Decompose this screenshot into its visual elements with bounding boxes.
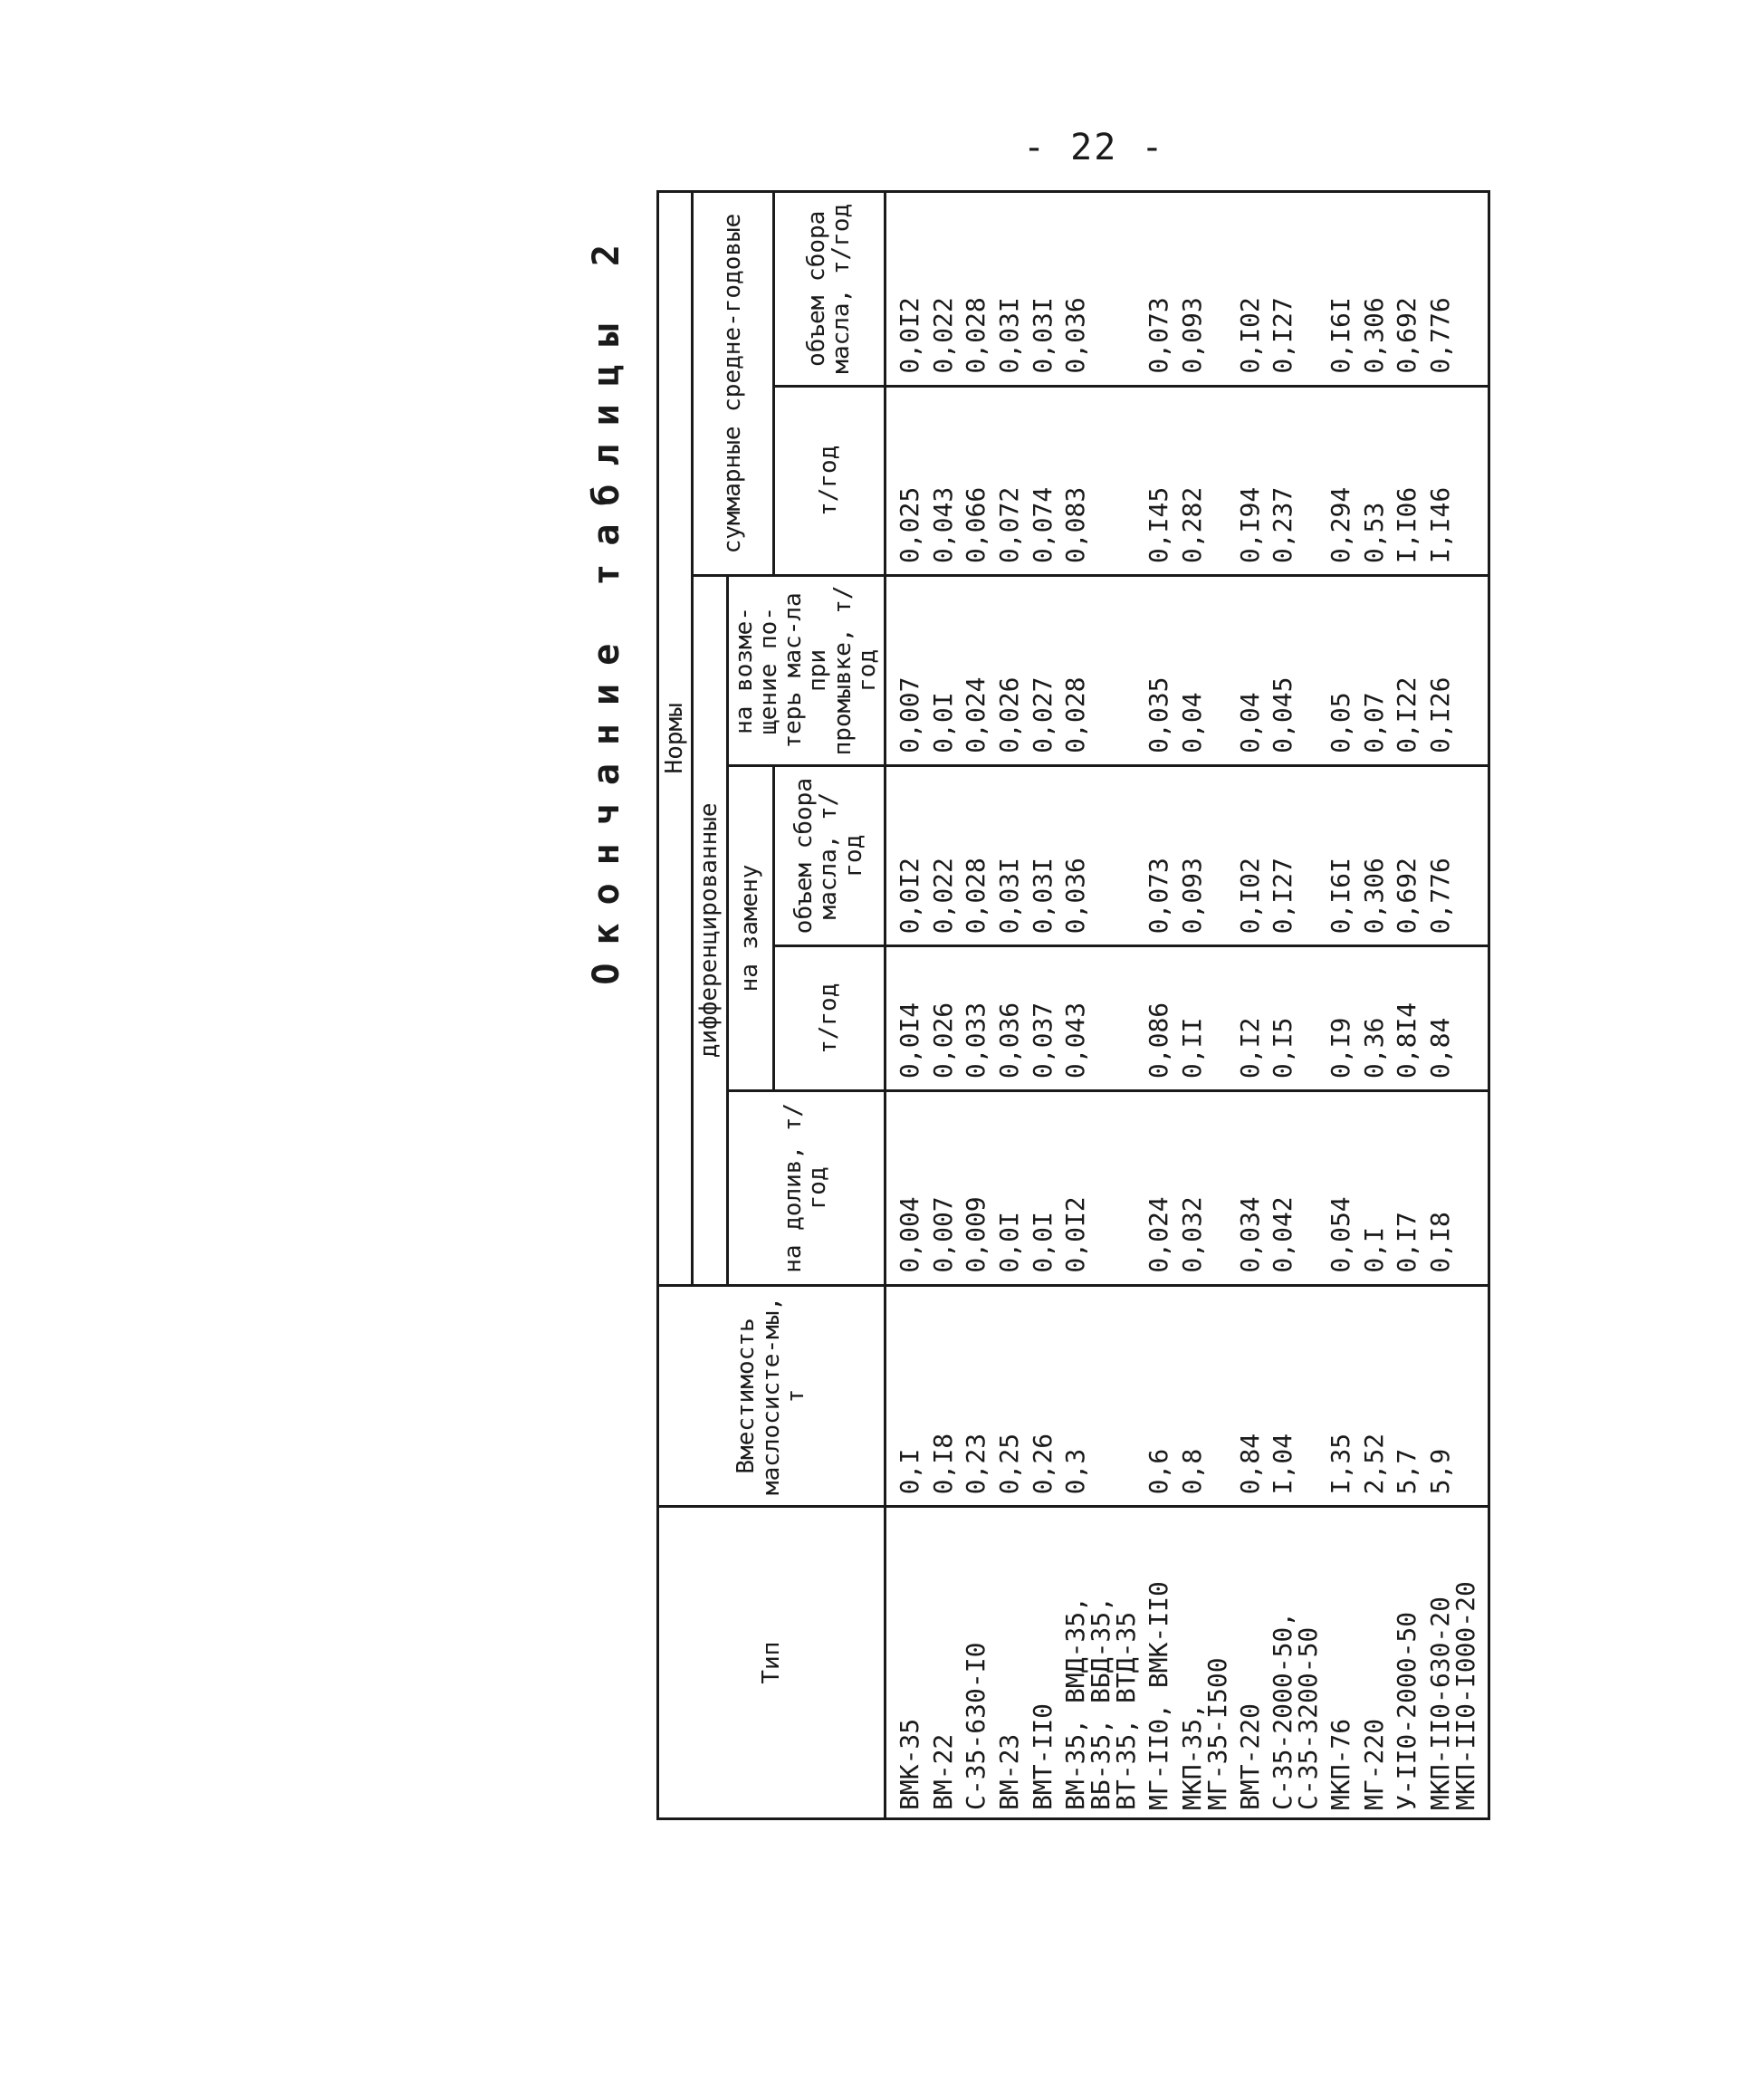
cell-total-collection: 0,036 xyxy=(1059,192,1143,387)
cell-type xyxy=(1325,1507,1358,1819)
cell-topping-up: 0,024 xyxy=(1143,1091,1176,1286)
header-topping-up: на долив, т/год xyxy=(727,1091,886,1286)
cell-total: I,I46 xyxy=(1424,386,1489,576)
cell-flush: 0,07 xyxy=(1358,576,1392,766)
cell-type-line: С-35-3200-50 xyxy=(1293,1626,1324,1810)
table-body xyxy=(886,192,1489,1819)
cell-topping-up: 0,004 xyxy=(886,1091,927,1286)
cell-replacement: 0,I5 xyxy=(1267,946,1325,1091)
cell-total: 0,I94 xyxy=(1234,386,1268,576)
cell-replacement-collection: 0,073 xyxy=(1143,765,1176,946)
cell-topping-up: 0,0I xyxy=(1027,1091,1060,1286)
cell-replacement-collection: 0,036 xyxy=(1059,765,1143,946)
cell-capacity: 0,23 xyxy=(960,1285,993,1507)
cell-total-collection: 0,03I xyxy=(1027,192,1060,387)
cell-flush: 0,I26 xyxy=(1424,576,1489,766)
cell-type xyxy=(993,1507,1027,1819)
cell-type-line: С-35-630-I0 xyxy=(961,1642,991,1810)
cell-flush: 0,027 xyxy=(1027,576,1060,766)
cell-type-line: С-35-2000-50, xyxy=(1268,1611,1298,1810)
table-row xyxy=(1391,192,1424,1819)
cell-capacity: 0,3 xyxy=(1059,1285,1143,1507)
cell-topping-up: 0,0I2 xyxy=(1059,1091,1143,1286)
cell-replacement-collection: 0,776 xyxy=(1424,765,1489,946)
cell-capacity: 0,25 xyxy=(993,1285,1027,1507)
cell-topping-up: 0,0I xyxy=(993,1091,1027,1286)
cell-total: 0,083 xyxy=(1059,386,1143,576)
cell-total: 0,043 xyxy=(927,386,961,576)
cell-capacity: I,04 xyxy=(1267,1285,1325,1507)
cell-total: 0,282 xyxy=(1176,386,1234,576)
header-differentiated: дифференцированные xyxy=(693,576,727,1286)
cell-replacement: 0,I9 xyxy=(1325,946,1358,1091)
cell-total: 0,072 xyxy=(993,386,1027,576)
table-row xyxy=(1176,192,1234,1819)
cell-topping-up: 0,I7 xyxy=(1391,1091,1424,1286)
table-caption: Окончание таблицы 2 xyxy=(586,226,627,985)
cell-capacity: 5,9 xyxy=(1424,1285,1489,1507)
cell-total-collection: 0,0I2 xyxy=(886,192,927,387)
cell-replacement: 0,026 xyxy=(927,946,961,1091)
cell-type-line: ВМК-35 xyxy=(895,1718,925,1810)
cell-replacement: 0,84 xyxy=(1424,946,1489,1091)
table-row xyxy=(960,192,993,1819)
cell-replacement-collection: 0,I27 xyxy=(1267,765,1325,946)
header-total-collection: объем сбора масла, т/год xyxy=(773,192,886,387)
header-flush-compensation: на возме-щение по-терь мас-ла при промывке, т/год xyxy=(727,576,886,766)
cell-replacement-collection: 0,692 xyxy=(1391,765,1424,946)
cell-type-line: МГ-35-I500 xyxy=(1202,1657,1232,1810)
cell-capacity: 0,6 xyxy=(1143,1285,1176,1507)
cell-total: 0,I45 xyxy=(1143,386,1176,576)
cell-type-line: ВМ-35, ВМД-35, xyxy=(1060,1596,1091,1810)
cell-capacity: 2,52 xyxy=(1358,1285,1392,1507)
header-replacement: на замену xyxy=(727,765,773,1090)
cell-total-collection: 0,022 xyxy=(927,192,961,387)
header-norms: Нормы xyxy=(658,192,693,1286)
table-row xyxy=(993,192,1027,1819)
cell-capacity: 5,7 xyxy=(1391,1285,1424,1507)
cell-type-line: У-II0-2000-50 xyxy=(1392,1611,1422,1810)
cell-capacity: 0,26 xyxy=(1027,1285,1060,1507)
cell-replacement-collection: 0,028 xyxy=(960,765,993,946)
cell-type-line: ВТ-35, ВТД-35 xyxy=(1111,1611,1142,1810)
cell-flush: 0,I22 xyxy=(1391,576,1424,766)
cell-flush: 0,007 xyxy=(886,576,927,766)
cell-total-collection: 0,I6I xyxy=(1325,192,1358,387)
cell-topping-up: 0,I8 xyxy=(1424,1091,1489,1286)
cell-replacement: 0,086 xyxy=(1143,946,1176,1091)
cell-flush: 0,028 xyxy=(1059,576,1143,766)
cell-topping-up: 0,007 xyxy=(927,1091,961,1286)
rotated-table-block xyxy=(561,190,1752,1820)
cell-total-collection: 0,I02 xyxy=(1234,192,1268,387)
cell-type xyxy=(1059,1507,1143,1819)
cell-total: 0,294 xyxy=(1325,386,1358,576)
cell-replacement-collection: 0,0I2 xyxy=(886,765,927,946)
cell-replacement-collection: 0,03I xyxy=(1027,765,1060,946)
cell-type-line: ВБ-35, ВБД-35, xyxy=(1086,1596,1116,1810)
cell-type-line: ВМ-23 xyxy=(994,1733,1025,1810)
cell-type-line: МКП-35, xyxy=(1176,1702,1207,1810)
cell-replacement-collection: 0,022 xyxy=(927,765,961,946)
cell-flush: 0,0I xyxy=(927,576,961,766)
cell-type xyxy=(1027,1507,1060,1819)
table-header xyxy=(658,192,886,1819)
cell-type xyxy=(1424,1507,1489,1819)
cell-replacement-collection: 0,093 xyxy=(1176,765,1234,946)
cell-type xyxy=(886,1507,927,1819)
cell-topping-up: 0,034 xyxy=(1234,1091,1268,1286)
cell-flush: 0,05 xyxy=(1325,576,1358,766)
cell-replacement: 0,036 xyxy=(993,946,1027,1091)
cell-topping-up: 0,I xyxy=(1358,1091,1392,1286)
cell-type xyxy=(927,1507,961,1819)
cell-topping-up: 0,009 xyxy=(960,1091,993,1286)
cell-topping-up: 0,054 xyxy=(1325,1091,1358,1286)
cell-replacement-collection: 0,03I xyxy=(993,765,1027,946)
cell-topping-up: 0,032 xyxy=(1176,1091,1234,1286)
cell-flush: 0,045 xyxy=(1267,576,1325,766)
table-row xyxy=(1234,192,1268,1819)
cell-type-line: ВМТ-II0 xyxy=(1027,1702,1058,1810)
cell-total-collection: 0,03I xyxy=(993,192,1027,387)
cell-type-line: МГ-II0, ВМК-II0 xyxy=(1144,1581,1174,1810)
cell-flush: 0,026 xyxy=(993,576,1027,766)
cell-type xyxy=(1143,1507,1176,1819)
cell-total-collection: 0,692 xyxy=(1391,192,1424,387)
cell-total-collection: 0,073 xyxy=(1143,192,1176,387)
cell-replacement-collection: 0,306 xyxy=(1358,765,1392,946)
cell-type-line: ВМ-22 xyxy=(927,1733,958,1810)
cell-total: 0,066 xyxy=(960,386,993,576)
cell-replacement: 0,36 xyxy=(1358,946,1392,1091)
table-row xyxy=(927,192,961,1819)
cell-type-line: ВМТ-220 xyxy=(1234,1702,1265,1810)
cell-type xyxy=(1391,1507,1424,1819)
cell-capacity: 0,84 xyxy=(1234,1285,1268,1507)
table-row xyxy=(1358,192,1392,1819)
cell-replacement: 0,043 xyxy=(1059,946,1143,1091)
header-total-t-per-year: т/год xyxy=(773,386,886,576)
cell-replacement: 0,I2 xyxy=(1234,946,1268,1091)
cell-total-collection: 0,I27 xyxy=(1267,192,1325,387)
cell-total: 0,53 xyxy=(1358,386,1392,576)
header-type: Тип xyxy=(658,1507,886,1819)
cell-replacement: 0,0I4 xyxy=(886,946,927,1091)
header-total: суммарные средне-годовые xyxy=(693,192,773,576)
table-row xyxy=(1267,192,1325,1819)
cell-topping-up: 0,042 xyxy=(1267,1091,1325,1286)
cell-flush: 0,04 xyxy=(1234,576,1268,766)
cell-type xyxy=(1234,1507,1268,1819)
cell-replacement: 0,II xyxy=(1176,946,1234,1091)
table-row xyxy=(1325,192,1358,1819)
cell-total: 0,025 xyxy=(886,386,927,576)
oil-norms-table xyxy=(656,190,1490,1820)
cell-type xyxy=(1358,1507,1392,1819)
cell-total-collection: 0,028 xyxy=(960,192,993,387)
cell-capacity: 0,I8 xyxy=(927,1285,961,1507)
cell-replacement: 0,8I4 xyxy=(1391,946,1424,1091)
cell-flush: 0,035 xyxy=(1143,576,1176,766)
cell-capacity: 0,I xyxy=(886,1285,927,1507)
cell-type xyxy=(960,1507,993,1819)
cell-type-line: МКП-II0-630-20 xyxy=(1424,1596,1455,1810)
table-row xyxy=(1027,192,1060,1819)
cell-flush: 0,04 xyxy=(1176,576,1234,766)
page-number: - 22 - xyxy=(1023,127,1165,168)
cell-type-line: МКП-76 xyxy=(1326,1718,1356,1810)
cell-type xyxy=(1176,1507,1234,1819)
cell-total-collection: 0,776 xyxy=(1424,192,1489,387)
cell-replacement-collection: 0,I6I xyxy=(1325,765,1358,946)
cell-replacement-collection: 0,I02 xyxy=(1234,765,1268,946)
cell-total-collection: 0,306 xyxy=(1358,192,1392,387)
header-replacement-collection: объем сбора масла, т/год xyxy=(773,765,886,946)
table-row xyxy=(1059,192,1143,1819)
cell-flush: 0,024 xyxy=(960,576,993,766)
cell-replacement: 0,033 xyxy=(960,946,993,1091)
cell-replacement: 0,037 xyxy=(1027,946,1060,1091)
cell-type-line: МКП-II0-I000-20 xyxy=(1450,1581,1480,1810)
header-replacement-t-per-year: т/год xyxy=(773,946,886,1091)
cell-total: I,I06 xyxy=(1391,386,1424,576)
table-row xyxy=(1143,192,1176,1819)
cell-total: 0,237 xyxy=(1267,386,1325,576)
cell-capacity: I,35 xyxy=(1325,1285,1358,1507)
table-row xyxy=(886,192,927,1819)
cell-type-line: МГ-220 xyxy=(1358,1718,1389,1810)
cell-total-collection: 0,093 xyxy=(1176,192,1234,387)
table-row xyxy=(1424,192,1489,1819)
cell-type xyxy=(1267,1507,1325,1819)
cell-capacity: 0,8 xyxy=(1176,1285,1234,1507)
header-capacity: Вместимость маслосисте-мы, т xyxy=(658,1285,886,1507)
cell-total: 0,074 xyxy=(1027,386,1060,576)
